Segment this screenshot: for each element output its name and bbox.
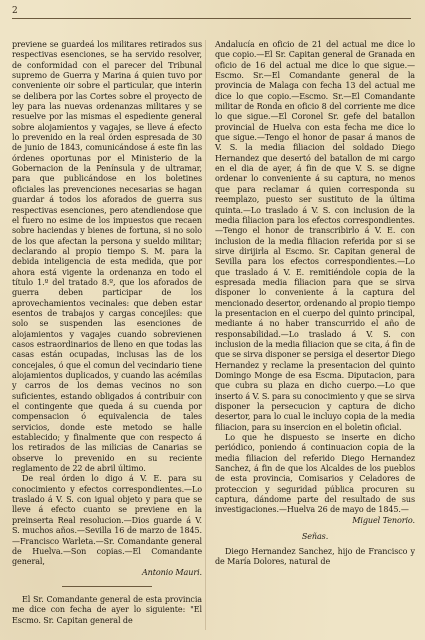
senas-heading: Señas. — [301, 532, 329, 542]
top-rule — [12, 18, 411, 19]
left-paragraph-2: De real órden lo digo á V. E. para su conocimiento y efectos correspondientes.—Lo traslado á V. S. con igual objeto y para que se lleve á efecto cuanto se previene en la preinserta Real resolucion.—Dios guarde á V. S. muchos años.—Sevilla 16 de marzo de 1845.—Francisco Warleta.—Sr. Comandante general de Huelva.—Son copias.—El Comandante general, — [12, 474, 202, 567]
right-paragraph-2: Lo que he dispuesto se inserte en dicho periódico, poniendo á continuacion copia de la media filiacion del referido Diego Hernandez Sanchez, á fin de que los Alcaldes de los pueblos de esta provincia, Comisarios y Celadores de proteccion y seguridad pública procuren su captura, dándome parte del resultado de sus investigaciones.—Huelva 26 de mayo de 1845.— — [215, 433, 415, 515]
page-number: 2 — [12, 6, 18, 16]
left-paragraph-1: previene se guardeá los militares retirados sus respectivas esenciones, se ha servido resolver, de conformidad con el parecer del Tribunal supremo de Guerra y Marina á quien tuvo por conveniente oir sobre el particular, que interin se delibera por las Cortes sobre el proyecto de ley para las nuevas ordenanzas militares y se resuelve por las mismas el espediente general sobre alojamientos y vagajes, se lleve á efecto lo prevenido en la real órden espresada de 30 de junio de 1843, comunicándose á este fin las órdenes oportunas por el Ministerio de la Gobernacion de la Península y de ultramar, para que publicándose en los boletines oficiales las prevenciones necesarias se hagan guardar á todos los aforados de guerra sus respectivas esenciones, pero atendiendose que el fuero no esime de los impuestos que recaen sobre haciendas y bienes de fortuna, si no solo de los que afectan la persona y sueldo militar; declarando al propio tiempo S. M. para la debida inteligencia de esta medida, que por ahora está vigente la ordenanza en todo el título 1.º del tratado 8.º, que los aforados de guerra deben participar de los aprovechamientos vecinales: que deben estar esentos de trabajos y cargas concejiles: que solo se suspenden las esenciones de alojamientos y vagajes cuando sobrevienen casos estraordinarios de lleno en que todas las casas están ocupadas, inclusas las de los concejales, ó que el comun del vecindario tiene alojamientos duplicados, y cuando las acémilas y carros de los demas vecinos no son suficientes, estando obligados á contribuir con el contingente que queda á su cuenda por compensacion ó equivalencia de tales servicios, donde este metodo se halle establecido; y finalmente que con respecto á los retirados de las milicias de Canarias se observe lo prevenido en su reciente reglamento de 22 de abril último. — [12, 40, 202, 474]
right-paragraph-3: Diego Hernandez Sanchez, hijo de Francisco y de María Dolores, natural de — [215, 546, 415, 566]
left-paragraph-3: El Sr. Comandante general de esta provincia me dice con fecha de ayer lo siguiente: "El Escmo. Sr. Capitan general de — [12, 594, 202, 625]
right-paragraph-1: Andalucía en oficio de 21 del actual me dice lo que copio.—El Sr. Capitan general de Granada en oficio de 16 del actual me dice lo que sigue.—Escmo. Sr.—El Comandante general de la provincia de Malaga con fecha 13 del actual me dice lo que copio.—Escmo. Sr.—El Comandante militar de Ronda en oficio 8 del corriente me dice lo que sigue.—El Coronel Sr. gefe del batallon provincial de Huelva con esta fecha me dice lo que sigue.—Tengo el honor de pasar á manos de V. S. la media filiacion del soldado Diego Hernandez que desertó del batallon de mi cargo en el dia de ayer, á fin de que V. S. se digne ordenar lo conveniente á su captura, no menos que para reclamar á quien corresponda su reemplazo, puesto ser sustituto de la última quinta.—Lo traslado á V. S. con inclusion de la media filiacion para los efectos correspondientes.—Tengo el honor de transcribirlo á V. E. con inclusion de la media filiacion referida por si se sirve dirijirla al Escmo. Sr. Capitan general de Sevilla para los efectos correspondientes.—Lo que traslado á V. E. remitiéndole copia de la espresada media filiacion para que se sirva disponer lo conveniente á la captura del mencionado desertor, ordenando al propio tiempo la presentacion en el cuerpo del quinto principal, mediante á no haber transcurrido el año de responsabilidad.—Lo traslado á V. S. con inclusion de la media filiacion que se cita, á fin de que se sirva disponer se persiga el desertor Diego Hernandez y reclame la presentacion del quinto Domingo Monge de esa Escma. Diputacion, para que cubra su plaza en dicho cuerpo.—Lo que inserto á V. S. para su conocimiento y que se sirva disponer la persecucion y captura de dicho desertor, para lo cual le incluyo copia de la media filiacion, para su insercion en el boletin oficial. — [215, 40, 415, 432]
signature-miguel-tenorio: Miguel Tenorio. — [352, 515, 415, 525]
signature-antonio-mauri: Antonio Mauri. — [141, 567, 202, 577]
section-separator — [62, 586, 152, 587]
right-column — [215, 40, 415, 567]
left-column — [12, 40, 202, 626]
column-divider — [205, 40, 206, 630]
